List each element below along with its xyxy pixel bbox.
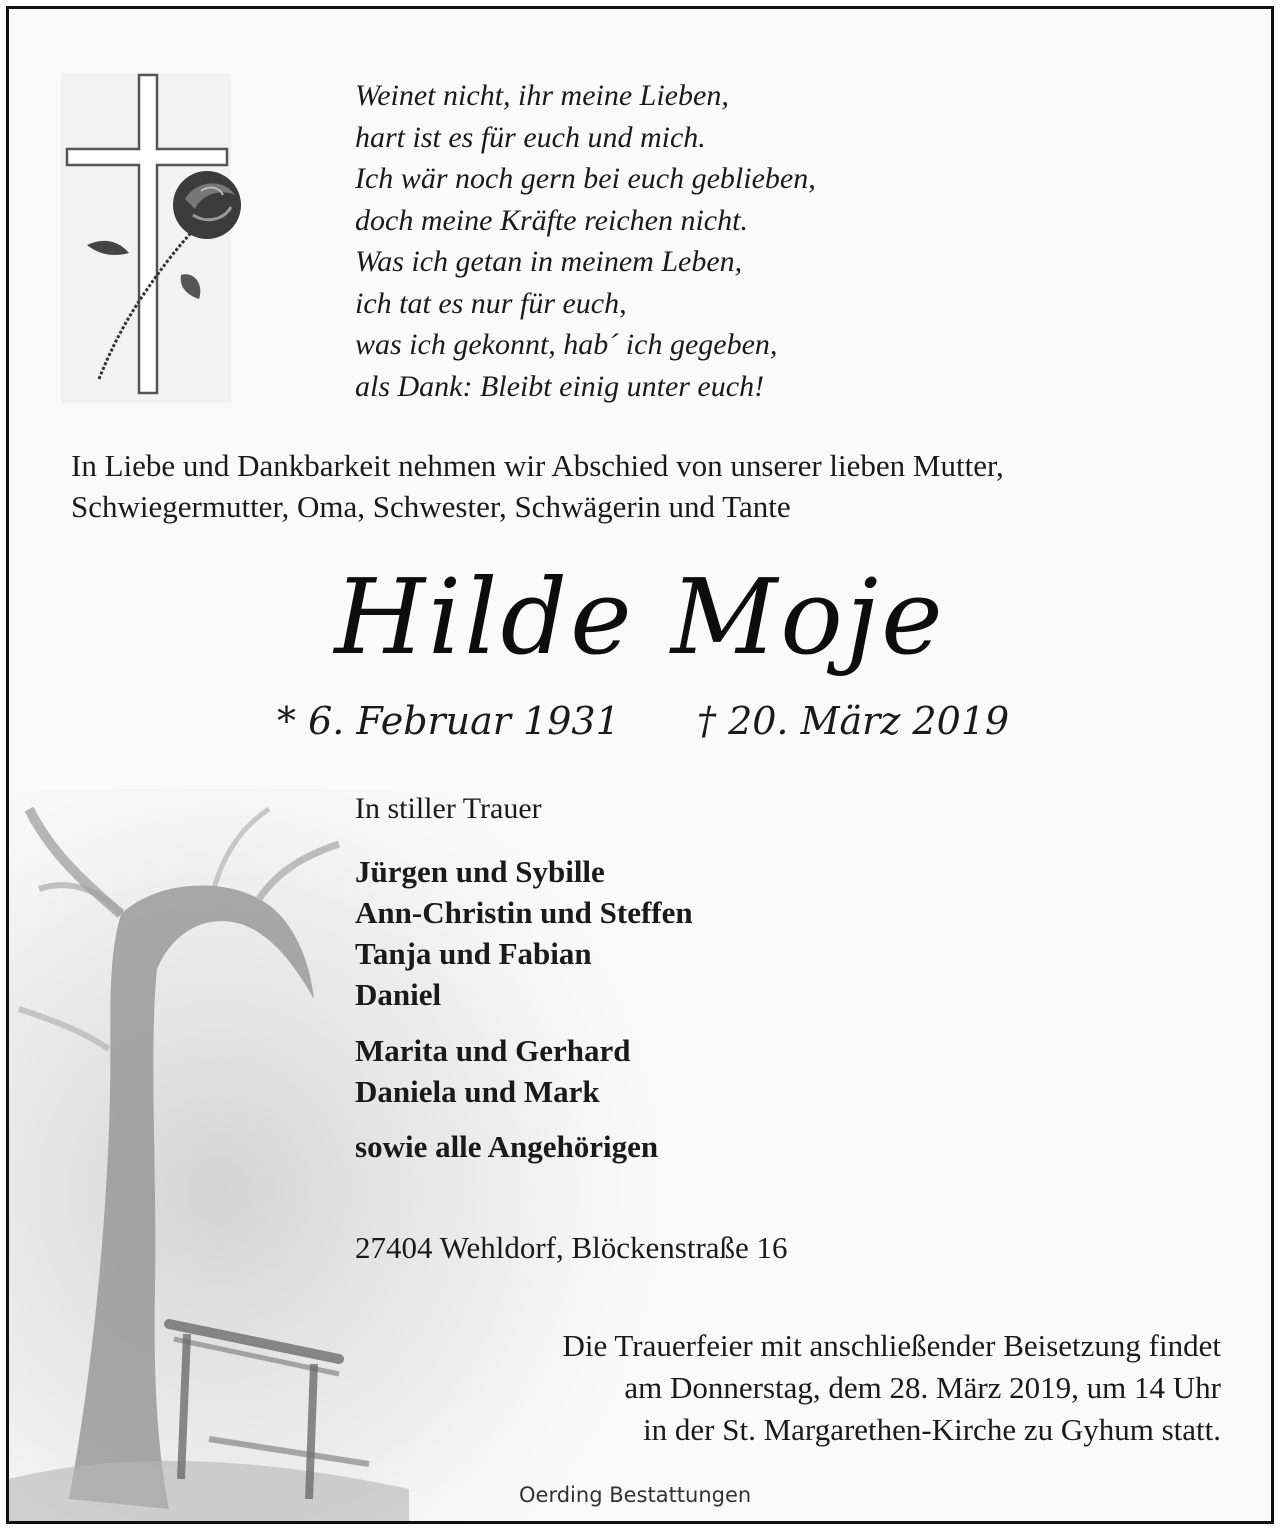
poem [355,75,816,407]
poem-line: hart ist es für euch und mich. [355,120,706,154]
birth-date: * 6. Februar 1931 [277,699,620,743]
intro-line: In Liebe und Dankbarkeit nehmen wir Abschied von unserer lieben Mutter, [71,448,1004,483]
mourner: Marita und Gerhard [355,1033,631,1068]
mourner: Daniel [355,977,442,1012]
ceremony-line: am Donnerstag, dem 28. März 2019, um 14 Uhr [624,1370,1221,1405]
life-dates [277,697,1010,745]
address: 27404 Wehldorf, Blöckenstraße 16 [355,1230,788,1265]
ceremony-info [562,1325,1221,1451]
mourner: Jürgen und Sybille [355,854,605,889]
poem-line: was ich gekonnt, hab´ ich gegeben, [355,328,778,361]
mourners-group-2 [355,1030,631,1112]
ceremony-line: in der St. Margarethen-Kirche zu Gyhum statt. [643,1412,1221,1447]
poem-line: als Dank: Bleibt einig unter euch! [355,369,765,403]
mourning-line: In stiller Trauer [355,792,542,825]
poem-line: ich tat es nur für euch, [355,286,627,320]
ceremony-line: Die Trauerfeier mit anschließender Beisetzung findet [562,1328,1221,1363]
mourner: Daniela und Mark [355,1074,600,1109]
undertaker-credit: Oerding Bestattungen [519,1483,752,1507]
poem-line: Weinet nicht, ihr meine Lieben, [355,79,729,112]
poem-line: doch meine Kräfte reichen nicht. [355,203,748,237]
mourners-group-3 [355,1126,658,1167]
intro-text [71,445,1211,527]
cross-with-rose-icon [61,73,241,403]
obituary-notice [6,6,1274,1524]
death-date: † 20. März 2019 [697,699,1010,743]
mourners-group-1 [355,851,693,1015]
deceased-name: Hilde Moje [334,556,946,678]
mourner: Ann-Christin und Steffen [355,895,693,930]
mourner: Tanja und Fabian [355,936,592,971]
intro-line: Schwiegermutter, Oma, Schwester, Schwägerin und Tante [71,489,791,524]
poem-line: Ich wär noch gern bei euch geblieben, [355,162,816,195]
poem-line: Was ich getan in meinem Leben, [355,245,743,278]
mourner: sowie alle Angehörigen [355,1129,659,1164]
